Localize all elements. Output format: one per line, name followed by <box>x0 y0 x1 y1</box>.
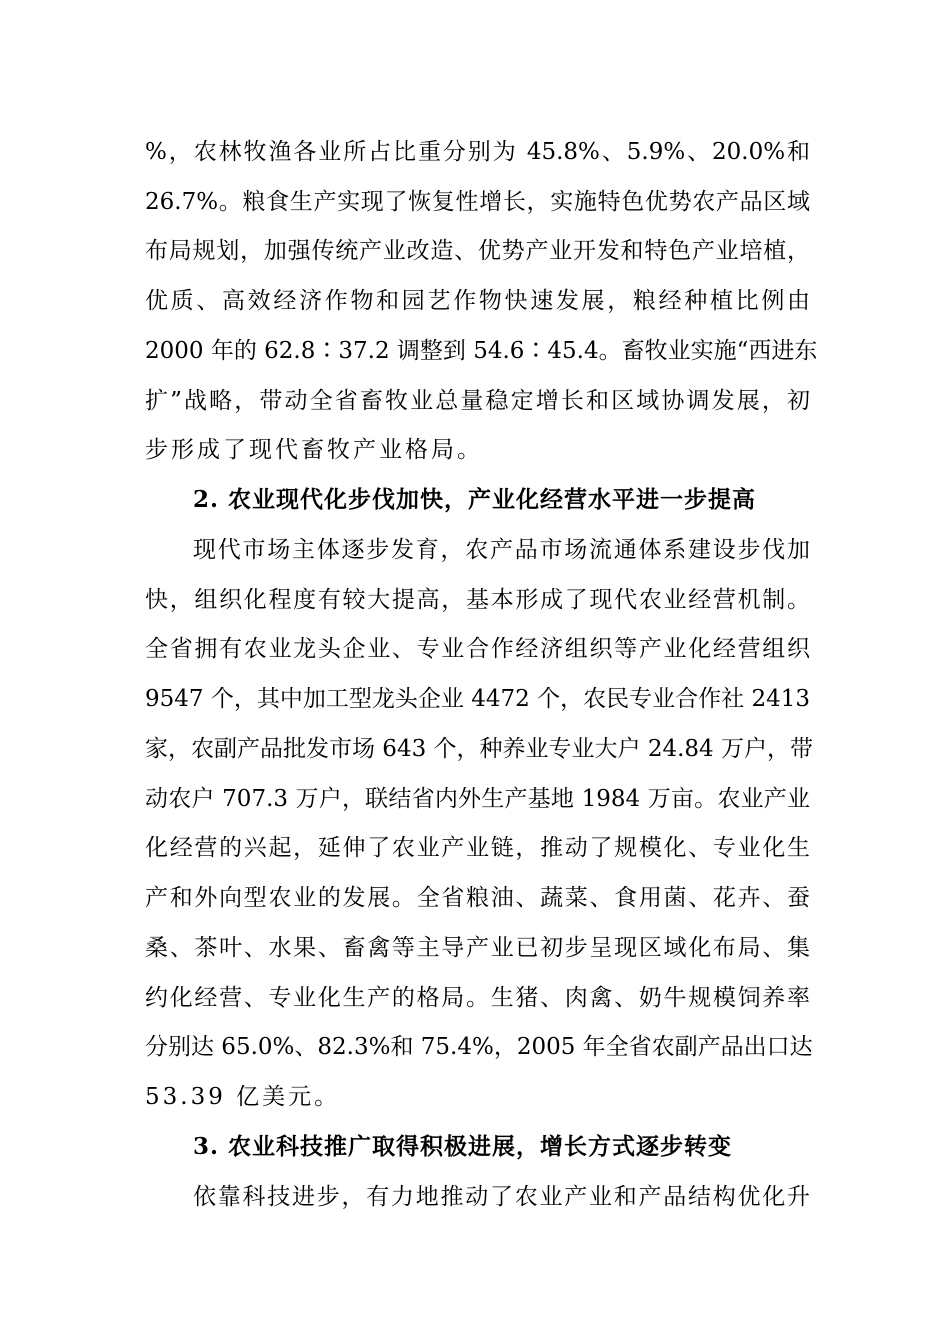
paragraph-line: 分别达 65.0%、82.3%和 75.4%，2005 年全省农副产品出口达 <box>145 1034 813 1060</box>
paragraph-line: %，农林牧渔各业所占比重分别为 45.8%、5.9%、20.0%和 <box>145 139 810 165</box>
paragraph-line: 53.39 亿美元。 <box>145 1084 341 1110</box>
paragraph-line: 全省拥有农业龙头企业、专业合作经济组织等产业化经营组织 <box>145 636 810 662</box>
paragraph-line: 现代市场主体逐步发育，农产品市场流通体系建设步伐加 <box>193 537 810 563</box>
paragraph-line: 依靠科技进步，有力地推动了农业产业和产品结构优化升 <box>193 1184 810 1210</box>
paragraph-line: 2000 年的 62.8∶37.2 调整到 54.6∶45.4。畜牧业实施“西进东 <box>145 338 818 364</box>
paragraph-line: 桑、茶叶、水果、畜禽等主导产业已初步呈现区域化布局、集 <box>145 935 810 961</box>
section-heading: 3. 农业科技推广取得积极进展，增长方式逐步转变 <box>193 1133 733 1160</box>
paragraph-line: 动农户 707.3 万户，联结省内外生产基地 1984 万亩。农业产业 <box>145 786 810 812</box>
paragraph-line: 扩”战略，带动全省畜牧业总量稳定增长和区域协调发展，初 <box>145 388 810 414</box>
paragraph-line: 9547 个，其中加工型龙头企业 4472 个，农民专业合作社 2413 <box>145 686 810 712</box>
paragraph-line: 约化经营、专业化生产的格局。生猪、肉禽、奶牛规模饲养率 <box>145 985 810 1011</box>
paragraph-line: 家，农副产品批发市场 643 个，种养业专业大户 24.84 万户，带 <box>145 736 813 762</box>
paragraph-line: 快，组织化程度有较大提高，基本形成了现代农业经营机制。 <box>145 587 810 613</box>
paragraph-line: 26.7%。粮食生产实现了恢复性增长，实施特色优势农产品区域 <box>145 189 810 215</box>
section-heading: 2. 农业现代化步伐加快，产业化经营水平进一步提高 <box>193 486 757 513</box>
paragraph-line: 步形成了现代畜牧产业格局。 <box>145 437 483 463</box>
paragraph-line: 布局规划，加强传统产业改造、优势产业开发和特色产业培植， <box>145 238 810 264</box>
paragraph-line: 优质、高效经济作物和园艺作物快速发展，粮经种植比例由 <box>145 288 810 314</box>
paragraph-line: 产和外向型农业的发展。全省粮油、蔬菜、食用菌、花卉、蚕 <box>145 885 810 911</box>
paragraph-line: 化经营的兴起，延伸了农业产业链，推动了规模化、专业化生 <box>145 835 810 861</box>
